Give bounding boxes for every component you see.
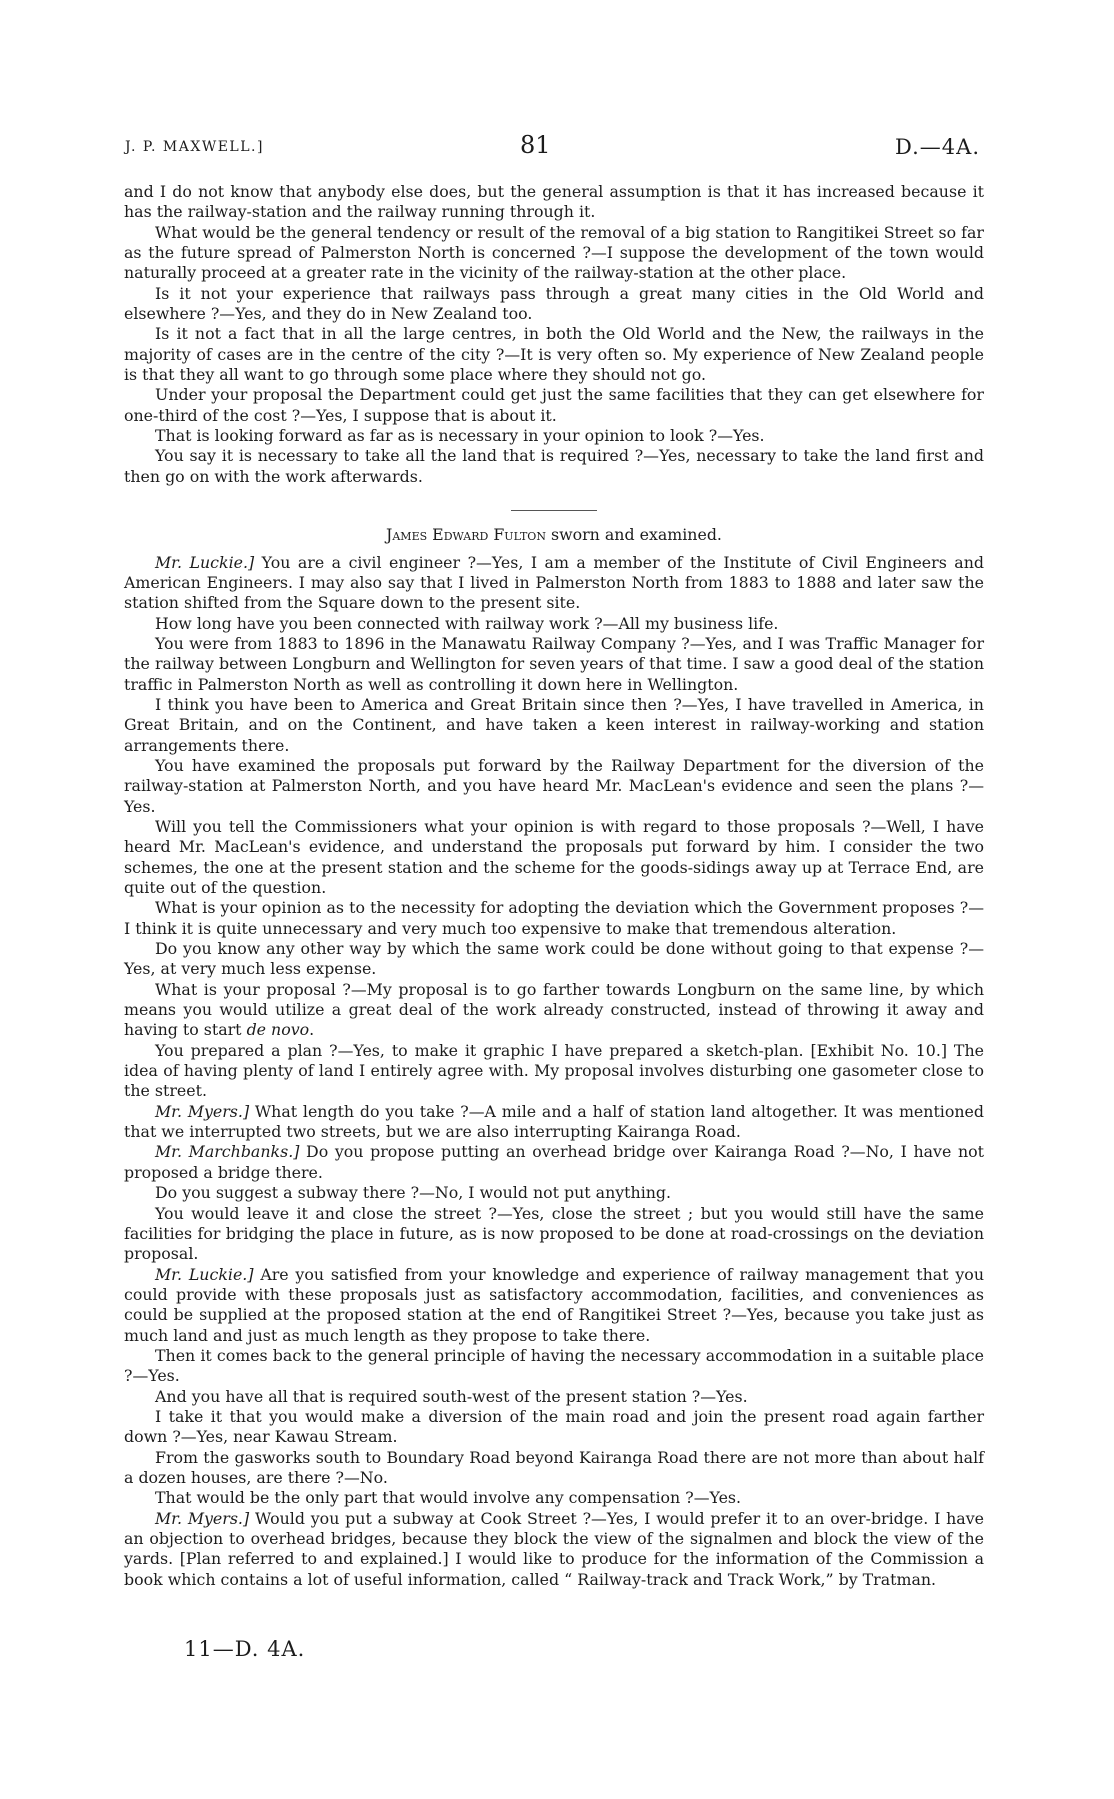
paragraph <box>124 553 984 614</box>
paragraph-text: Do you propose putting an overhead bridge over Kairanga Road ?—No, I have not proposed a bridge there. <box>124 1142 985 1182</box>
paragraph: From the gasworks south to Boundary Road beyond Kairanga Road there are not more than about half a dozen houses, are there ?—No. <box>124 1447 984 1487</box>
paragraph: Is it not your experience that railways pass through a great many cities in the Old World and elsewhere ?—Yes, and they do in New Zealand too. <box>124 283 984 324</box>
speaker-label: Mr. Luckie.] <box>155 552 255 572</box>
paragraph: You prepared a plan ?—Yes, to make it graphic I have prepared a sketch-plan. [Exhibit No. 10.] The idea of having plenty of land I entirely agree with. My proposal involves disturbing one gasometer close to the street. <box>124 1040 984 1101</box>
witness-heading <box>124 525 984 545</box>
paragraph: What would be the general tendency or result of the removal of a big station to Rangitikei Street so far as the future spread of Palmerston North is concerned ?—I suppose the development of the town would naturally proceed at a greater rate in the vicinity of the railway-station at the other place. <box>124 222 984 283</box>
paragraph-text: What is your proposal ?—My proposal is to go farther towards Longburn on the same line, by which means you would utilize a great deal of the work already constructed, instead of throwing it away and having to start <box>124 979 984 1040</box>
paragraph: How long have you been connected with railway work ?—All my business life. <box>155 613 779 633</box>
paragraph: You were from 1883 to 1896 in the Manawatu Railway Company ?—Yes, and I was Traffic Manager for the railway between Longburn and Wellington for seven years of that time. I saw a good deal of the station traffic in Palmerston North as well as controlling it down here in Wellington. <box>124 633 984 694</box>
paragraph <box>124 980 984 1041</box>
signature-mark: 11—D. 4A. <box>184 1637 306 1661</box>
paragraph <box>124 1265 984 1346</box>
speaker-label: Mr. Myers.] <box>155 1101 250 1121</box>
italic-phrase: de novo <box>246 1020 310 1040</box>
paragraph: What is your opinion as to the necessity for adopting the deviation which the Government proposes ?—I think it is quite unnecessary and very much too expensive to make that tremendous alteration. <box>124 898 984 938</box>
paragraph: That would be the only part that would involve any compensation ?—Yes. <box>155 1488 742 1508</box>
paragraph: Do you suggest a subway there ?—No, I would not put anything. <box>155 1183 672 1203</box>
paragraph <box>124 1102 984 1143</box>
paragraph: That is looking forward as far as is necessary in your opinion to look ?—Yes. <box>155 426 765 446</box>
paragraph <box>124 1509 984 1590</box>
paragraph-text-end: . <box>309 1020 315 1040</box>
paragraph: I think you have been to America and Great Britain since then ?—Yes, I have travelled in America, in Great Britain, and on the Continent, and have taken a keen interest in railway-working and station arrangements there. <box>124 694 984 755</box>
paragraph: Under your proposal the Department could get just the same facilities that they can get elsewhere for one-third of the cost ?—Yes, I suppose that is about it. <box>124 385 984 425</box>
speaker-label: Mr. Marchbanks.] <box>155 1142 300 1162</box>
paragraph-text: What length do you take ?—A mile and a half of station land altogether. It was mentioned that we interrupted two streets, but we are also interrupting Kairanga Road. <box>124 1101 984 1142</box>
speaker-label: Mr. Myers.] <box>155 1508 250 1528</box>
paragraph: and I do not know that anybody else does, but the general assumption is that it has increased because it has the railway-station and the railway running through it. <box>124 182 984 222</box>
paragraph: You have examined the proposals put forward by the Railway Department for the diversion of the railway-station at Palmerston North, and you have heard Mr. MacLean's evidence and seen the plans ?—Yes. <box>124 755 984 816</box>
witness-name-header: J. P. MAXWELL.] <box>125 139 264 155</box>
paragraph: Then it comes back to the general principle of having the necessary accommodation in a suitable place ?—Yes. <box>124 1345 984 1386</box>
paragraph-text: You are a civil engineer ?—Yes, I am a member of the Institute of Civil Engineers and American Engineers. I may also say that I lived in Palmerston North from 1883 to 1888 and later saw the station shifted from the Square down to the present site. <box>124 552 984 613</box>
witness-name: James Edward Fulton <box>386 525 546 545</box>
paragraph-text: Would you put a subway at Cook Street ?—Yes, I would prefer it to an over-bridge. I have an objection to overhead bridges, because they block the view of the signalmen and block the view of the yards. [Plan referred to and explained.] I would like to produce for the information of the Commission a book which contains a lot of useful information, called “ Railway-track and Track Work,” by Tratman. <box>124 1508 984 1589</box>
speaker-label: Mr. Luckie.] <box>155 1264 254 1284</box>
section-divider <box>511 510 597 511</box>
page-number: 81 <box>520 131 551 159</box>
paragraph: You say it is necessary to take all the land that is required ?—Yes, necessary to take the land first and then go on with the work afterwards. <box>124 446 984 486</box>
paragraph: Is it not a fact that in all the large centres, in both the Old World and the New, the railways in the majority of cases are in the centre of the city ?—It is very often so. My experience of New Zealand people is that they all want to go through some place where they should not go. <box>124 324 984 385</box>
paragraph: I take it that you would make a diversion of the main road and join the present road again farther down ?—Yes, near Kawau Stream. <box>124 1406 984 1447</box>
running-head <box>125 131 980 161</box>
paragraph <box>124 1142 984 1183</box>
document-reference: D.—4A. <box>895 135 980 159</box>
witness-heading-rest: sworn and examined. <box>550 525 722 545</box>
paragraph: Will you tell the Commissioners what your opinion is with regard to those proposals ?—Well, I have heard Mr. MacLean's evidence, and understand the proposals put forward by him. I consider the two schemes, the one at the present station and the scheme for the goods-sidings away up at Terrace End, are quite out of the question. <box>124 816 984 897</box>
paragraph: And you have all that is required south-west of the present station ?—Yes. <box>155 1386 748 1406</box>
paragraph: Do you know any other way by which the same work could be done without going to that expense ?—Yes, at very much less expense. <box>124 939 984 979</box>
paragraph-text: Are you satisfied from your knowledge and experience of railway management that you could provide with these proposals just as satisfactory accommodation, facilities, and conveniences as could be supplied at the proposed station at the end of Rangitikei Street ?—Yes, because you take just as much land and just as much length as they propose to take there. <box>124 1264 984 1345</box>
paragraph: You would leave it and close the street ?—Yes, close the street ; but you would still have the same facilities for bridging the place in future, as is now proposed to be done at road-crossings on the deviation proposal. <box>124 1203 984 1264</box>
document-body <box>124 182 984 1590</box>
